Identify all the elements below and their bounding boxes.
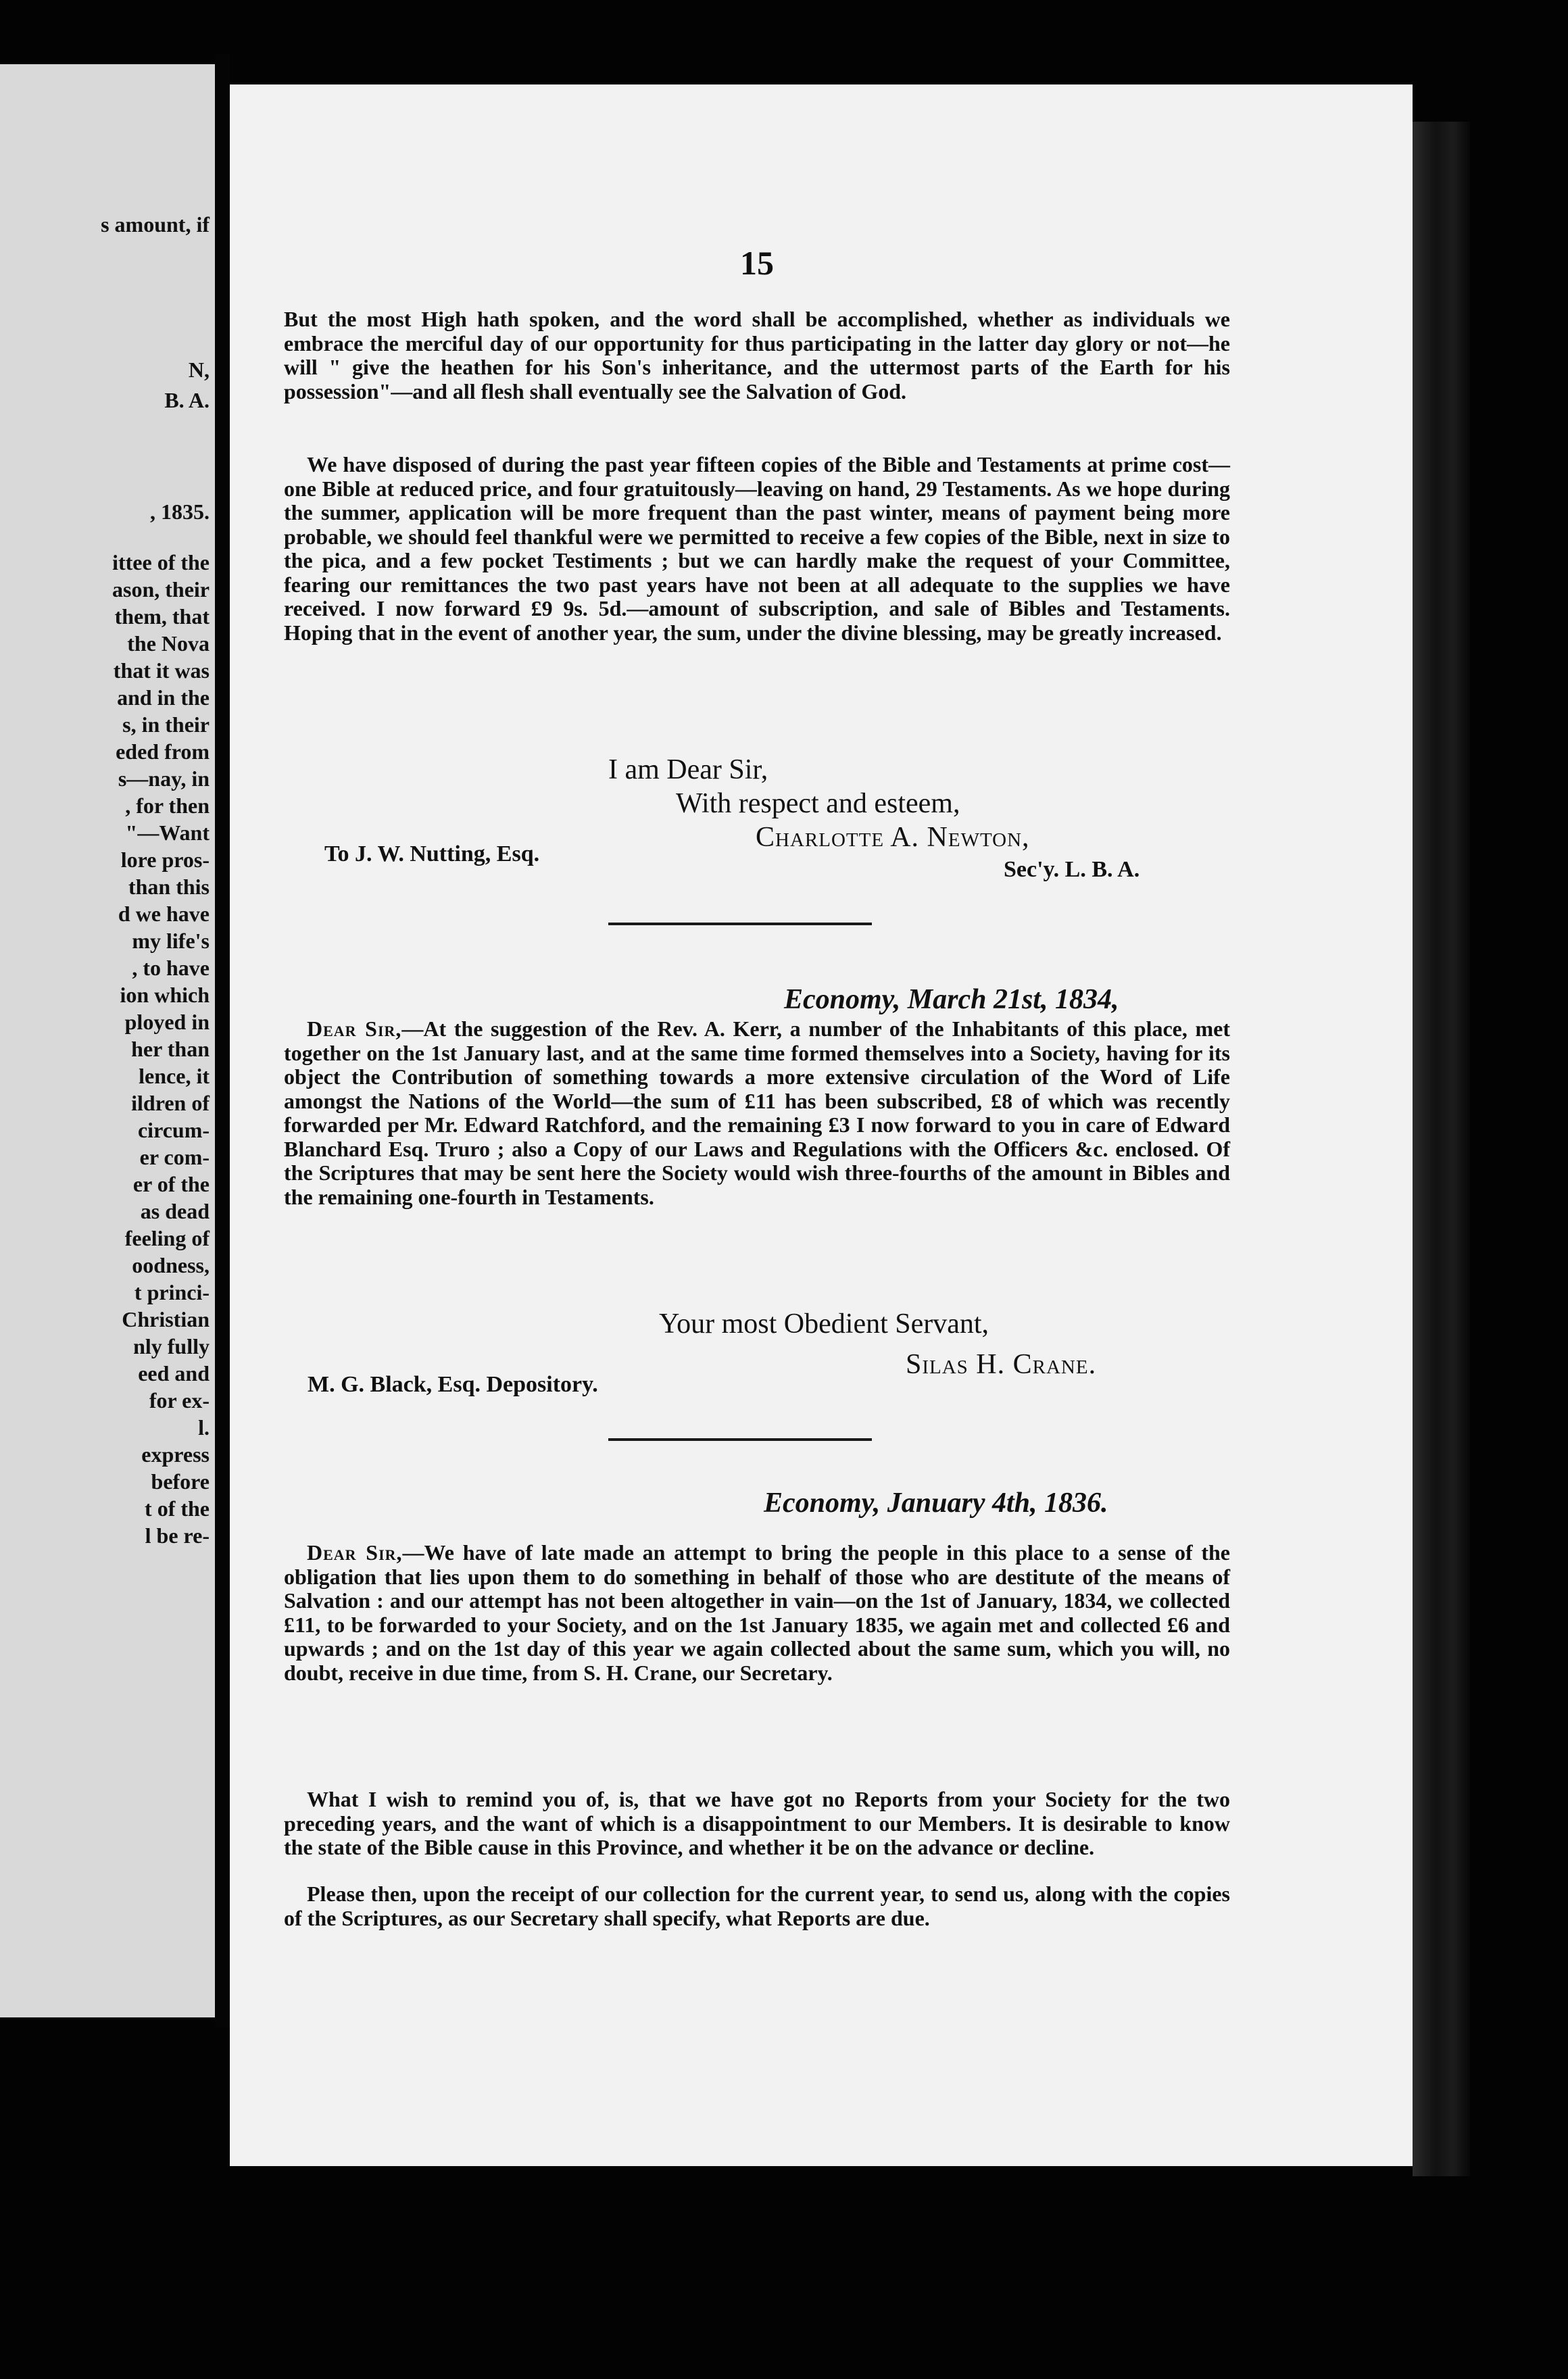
left-page-line: t princi- <box>134 1280 210 1304</box>
left-page-line: lence, it <box>139 1064 210 1088</box>
left-page-line: express <box>141 1442 210 1467</box>
left-page-line: eed and <box>138 1361 210 1385</box>
left-page-line: nly fully <box>133 1334 210 1358</box>
left-page-line: eded from <box>116 739 210 764</box>
letter1-closing-respect: With respect and esteem, <box>676 788 960 819</box>
left-page-line: B. A. <box>164 388 210 412</box>
letter2-body-text: —At the suggestion of the Rev. A. Kerr, a number of the Inhabitants of this place, met together on the 1st January last, and at the same time formed themselves into a Society, having for its object the Contribution of something towards a more extensive circulation of the Word of Life amongst the Nations of the World—the sum of £11 has been subscribed, £8 of which was recently forwarded per Mr. Edward Ratchford, and the remaining £3 I now forward to you in care of Edward Blanchard Esq. Truro ; also a Copy of our Laws and Regulations with the Officers &c. enclosed. Of the Scriptures that may be sent here the Society would wish three-fourths of the amount in Bibles and the remaining one-fourth in Testaments. <box>284 1016 1230 1209</box>
left-page-line: , to have <box>132 956 210 980</box>
left-page-line: , for then <box>125 793 210 818</box>
left-page-line: my life's <box>132 929 210 953</box>
letter3-paragraph-1 <box>284 1541 1230 1685</box>
letter2-signature: Silas H. Crane. <box>906 1349 1097 1380</box>
letter3-dateline: Economy, January 4th, 1836. <box>764 1488 1108 1519</box>
letter3-paragraph-3: Please then, upon the receipt of our collection for the current year, to send us, along with the copies of the Scriptures, as our Secretary shall specify, what Reports are due. <box>284 1882 1230 1930</box>
left-page-line: ion which <box>120 983 210 1007</box>
left-page-line: ildren of <box>131 1091 210 1115</box>
left-page-line: and in the <box>117 685 210 710</box>
left-page-line: s—nay, in <box>118 766 210 791</box>
letter3-paragraph-1-text: —We have of late made an attempt to bring the people in this place to a sense of the obligation that lies upon them to do something in behalf of those who are destitute of the means of Salvation : and our attempt has not been altogether in vain—on the 1st of January, 1834, we collected £11, to be forwarded to your Society, and on the 1st January 1835, we again met and collected £6 and upwards ; and on the 1st day of this year we again collected about the same sum, which you will, no doubt, receive in due time, from S. H. Crane, our Secretary. <box>284 1540 1230 1685</box>
left-page-line: l be re- <box>145 1523 210 1548</box>
left-page-fragment <box>0 64 215 2017</box>
left-page-line: feeling of <box>124 1226 210 1250</box>
book-gutter <box>215 54 230 2028</box>
letter1-paragraph-2: We have disposed of during the past year fifteen copies of the Bible and Testaments at prime cost—one Bible at reduced price, and four gratuitously—leaving on hand, 29 Testaments. As we hope during the summer, application will be more frequent than the past winter, means of payment being more probable, we should feel thankful were we permitted to receive a few copies of the Bible, next in size to the pica, and a few pocket Testiments ; but we can hardly make the request of your Committee, fearing our remittances the two past years have not been at all adequate to the supplies we have received. I now forward £9 9s. 5d.—amount of subscription, and sale of Bibles and Testaments. Hoping that in the event of another year, the sum, under the divine blessing, may be greatly increased. <box>284 452 1230 645</box>
letter2-addressee: M. G. Black, Esq. Depository. <box>308 1372 598 1397</box>
left-page-line: N, <box>188 358 210 382</box>
letter2-salutation: Dear Sir, <box>307 1016 402 1041</box>
left-page-line: for ex- <box>149 1388 210 1413</box>
left-page-line: ployed in <box>124 1010 210 1034</box>
left-page-line: d we have <box>118 902 210 926</box>
left-page-line: than this <box>128 875 210 899</box>
letter1-signature: Charlotte A. Newton, <box>756 822 1030 853</box>
section-divider-2 <box>608 1438 872 1441</box>
letter2-dateline: Economy, March 21st, 1834, <box>784 984 1119 1015</box>
section-divider-1 <box>608 923 872 925</box>
page-edge <box>1413 122 1470 2176</box>
letter2-body <box>284 1017 1230 1209</box>
left-page-line: circum- <box>137 1118 210 1142</box>
left-page-line: as dead <box>140 1199 210 1223</box>
page-number: 15 <box>740 244 774 282</box>
left-page-line: s amount, if <box>101 212 210 237</box>
letter1-addressee: To J. W. Nutting, Esq. <box>324 841 540 866</box>
letter3-paragraph-2: What I wish to remind you of, is, that we have got no Reports from your Society for the two preceding years, and the want of which is a disappointment to our Members. It is desirable to know the state of the Bible cause in this Province, and whether it be on the advance or decline. <box>284 1787 1230 1859</box>
left-page-line: them, that <box>114 604 210 629</box>
left-page-line: ason, their <box>112 577 210 602</box>
letter3-salutation: Dear Sir, <box>307 1540 403 1565</box>
left-page-line: her than <box>131 1037 210 1061</box>
left-page-line: Christian <box>122 1307 210 1331</box>
left-page-line: , 1835. <box>150 499 210 524</box>
left-page-line: the Nova <box>127 631 210 656</box>
left-page-line: oodness, <box>132 1253 210 1277</box>
left-page-line: er of the <box>132 1172 210 1196</box>
left-page-line: "—Want <box>125 820 210 845</box>
left-page-line: lore pros- <box>120 848 210 872</box>
left-page-line: ittee of the <box>112 550 210 574</box>
letter1-closing-salutation: I am Dear Sir, <box>608 754 768 785</box>
letter1-paragraph-1: But the most High hath spoken, and the word shall be accomplished, whether as individuals we embrace the merciful day of our opportunity for thus participating in the latter day glory or not—he will " give the heathen for his Son's inheritance, and the uttermost parts of the Earth for his possession"—and all flesh shall eventually see the Salvation of God. <box>284 307 1230 403</box>
left-page-line: before <box>151 1469 210 1494</box>
letter2-closing: Your most Obedient Servant, <box>659 1308 989 1340</box>
left-page-line: that it was <box>113 658 210 683</box>
left-page-line: l. <box>198 1415 210 1440</box>
left-page-line: s, in their <box>122 712 210 737</box>
letter1-signature-title: Sec'y. L. B. A. <box>1004 857 1140 882</box>
left-page-line: er com- <box>139 1145 210 1169</box>
left-page-line: t of the <box>145 1496 210 1521</box>
